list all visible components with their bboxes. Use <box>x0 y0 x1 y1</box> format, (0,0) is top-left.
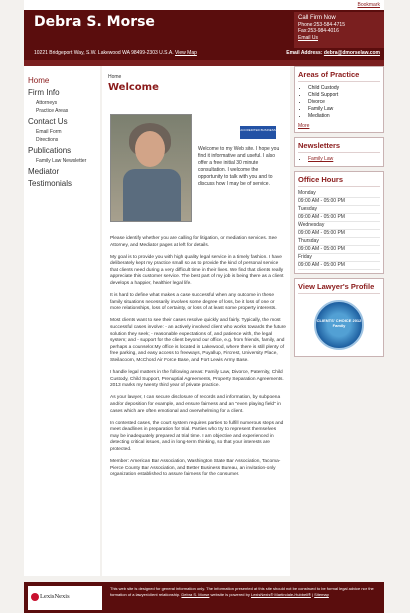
phone-number: Phone:253-584-4715 <box>298 21 345 28</box>
time-range: 09:00 AM - 05:00 PM <box>298 214 380 222</box>
day-label: Tuesday <box>298 206 380 214</box>
photo-face <box>135 131 165 167</box>
body-text <box>110 236 286 484</box>
lawyer-profile-box <box>294 278 384 357</box>
time-range: 09:00 AM - 05:00 PM <box>298 246 380 254</box>
nav-publications[interactable]: Publications <box>28 146 72 155</box>
office-hours-box <box>294 171 384 274</box>
paragraph: My goal is to provide you with high quality legal service in a timely fashion. I have deliberately kept my practice small so as to provide the kind of personal service that clients need during a very difficult time in their lives. We find that clients really appreciate this customer service. The best part of my job is being there as a client develops a happier, healthier legal life. <box>110 254 284 287</box>
paragraph: Most clients want to see their cases resolve quickly and fairly. Typically, the most successful cases involve: - an actively involved client who works towards the future solution they seek; - reasonable expectations of, and patience with, the legal system; and - support for the client beyond our office, e.g. from friends, family, and perhaps a counselor.My office is located in Lakewood, where there is still plenty of free parking, and easy access to freeways, Puyallup, Fircrest, University Place, Steilacoom, McChord Air Force Base, and Fort Lewis Army Base. <box>110 318 286 363</box>
bookmark-link[interactable]: Bookmark <box>357 2 380 8</box>
site-footer <box>24 582 384 613</box>
nav-mediator[interactable]: Mediator <box>28 167 60 176</box>
logo-text: LexisNexis <box>40 593 70 600</box>
newsletters-box <box>294 137 384 167</box>
main-content <box>102 66 290 576</box>
call-firm-box <box>294 12 384 48</box>
nav-contact-us[interactable]: Contact Us <box>28 117 68 126</box>
paragraph: Please identify whether you are calling for litigation, or mediation services. See Attorney, and Mediator pages at left for details. <box>110 236 277 248</box>
email-us-link[interactable]: Email Us <box>298 34 319 41</box>
nav-email-form[interactable]: Email Form <box>36 129 62 135</box>
footer-disclaimer: This web site is designed for general information only. The information presented at this site should not be construed to be formal legal advice nor the formation of a lawyer/client relationship. Debra S. Morse website is powered by LexisNexis® Martindale-Hubbell® | Sitemap <box>110 586 374 597</box>
breadcrumb: Home <box>108 74 122 80</box>
day-label: Wednesday <box>298 222 380 230</box>
firm-name: Debra S. Morse <box>34 14 155 30</box>
fax-number: Fax:253-984-4016 <box>298 28 339 34</box>
page-title: Welcome <box>108 82 159 93</box>
email-link[interactable]: debra@dmorselaw.com <box>323 50 380 56</box>
view-map-link[interactable]: View Map <box>175 50 197 56</box>
hours-list <box>298 190 380 270</box>
nav-testimonials[interactable]: Testimonials <box>28 179 73 188</box>
nav-directions[interactable]: Directions <box>36 137 59 143</box>
nav-firm-info[interactable]: Firm Info <box>28 88 60 97</box>
lexisnexis-logo[interactable] <box>28 586 102 610</box>
paragraph: As your lawyer, I can secure disclosure of records and information, by subpoena and/or deposition for example, and ensure fairness and an "even playing field" in cases which are often emotional and overwhelming for a client. <box>110 395 281 414</box>
area-item: • Family Law <box>308 106 380 113</box>
top-bar <box>24 0 384 10</box>
time-range: 09:00 AM - 05:00 PM <box>298 230 380 238</box>
site-header <box>24 10 384 60</box>
disclaimer-text: This web site is designed for general information only. The information presented at this site should not be construed to be formal legal advice nor the formation of a lawyer/client relationship. <box>110 586 374 597</box>
area-item: • Mediation <box>308 113 380 120</box>
paragraph: In contested cases, the court system requires parties to fulfill numerous steps and meet deadlines in preparation for trial. Parties who try to represent themselves may be inadequately prepared at trial time. I am objective and experienced in detecting critical issues, and in long-term thinking, so that your interests are protected. <box>110 420 284 453</box>
nav-attorneys[interactable]: Attorneys <box>36 100 58 106</box>
hours-title: Office Hours <box>298 172 380 187</box>
areas-of-practice-box <box>294 66 384 133</box>
day-label: Friday <box>298 254 380 262</box>
day-label: Monday <box>298 190 380 198</box>
profile-title[interactable]: View Lawyer's Profile <box>298 279 380 294</box>
time-range: 09:00 AM - 05:00 PM <box>298 198 380 206</box>
newsletters-title: Newsletters <box>298 138 380 153</box>
area-item: • Child Custody <box>308 85 380 92</box>
call-firm-label: Call Firm Now <box>298 15 336 21</box>
more-link[interactable]: More <box>298 123 310 129</box>
area-item: • Divorce <box>308 99 380 106</box>
martindale-link[interactable]: LexisNexis® Martindale-Hubbell® <box>250 591 311 597</box>
street-address <box>34 50 197 56</box>
email-address-line <box>286 50 380 56</box>
nav-family-law-newsletter[interactable]: Family Law Newsletter <box>36 158 87 164</box>
email-label: Email Address: <box>286 50 323 56</box>
address-text: 10221 Bridgeport Way, S.W. Lakewood WA 98499-2303 U.S.A. <box>34 50 174 56</box>
bbb-badge[interactable]: ACCREDITED BUSINESS <box>240 126 276 139</box>
morse-link[interactable]: Debra S. Morse <box>181 591 210 597</box>
paragraph: I handle legal matters in the following areas: Family Law, Divorce, Paternity, Child Custody, Child Support, Prenuptial Agreements, Property Separation Agreements. 2013 marks my twenty third year of private practice. <box>110 370 284 389</box>
lexisnexis-dot-icon <box>31 593 39 601</box>
left-nav <box>24 66 100 576</box>
sitemap-link[interactable]: Sitemap <box>314 591 329 597</box>
newsletter-link[interactable]: Family Law <box>308 156 334 162</box>
areas-title: Areas of Practice <box>298 67 380 82</box>
photo-body <box>123 169 181 221</box>
right-sidebar <box>294 66 384 576</box>
nav-practice-areas[interactable]: Practice Areas <box>36 108 69 114</box>
intro-text: Welcome to my Web site. I hope you find it informative and useful. I also offer a free initial 30 minute consultation. I welcome the opportunity to talk with you and to discuss how I may be of service. <box>198 146 280 187</box>
powered-text: website is powered by <box>209 591 251 597</box>
paragraph: It is hard to define what makes a case successful when any outcome in these family situations necessarily involves some degree of loss, be it loss of one or more relationships, loss of certainty, or loss of at least some property interests. <box>110 293 277 312</box>
time-range: 09:00 AM - 05:00 PM <box>298 262 380 270</box>
area-item: • Child Support <box>308 92 380 99</box>
day-label: Thursday <box>298 238 380 246</box>
paragraph: Member: American Bar Association, Washington State Bar Association, Tacoma-Pierce County Bar Association, and Better Business Bureau, an invitation-only organization established to assure fairness for the consumer. <box>110 459 281 478</box>
attorney-photo <box>110 114 192 222</box>
nav-home[interactable]: Home <box>28 76 50 85</box>
clients-choice-badge[interactable]: CLIENTS' CHOICE 2012 Family <box>314 300 364 350</box>
